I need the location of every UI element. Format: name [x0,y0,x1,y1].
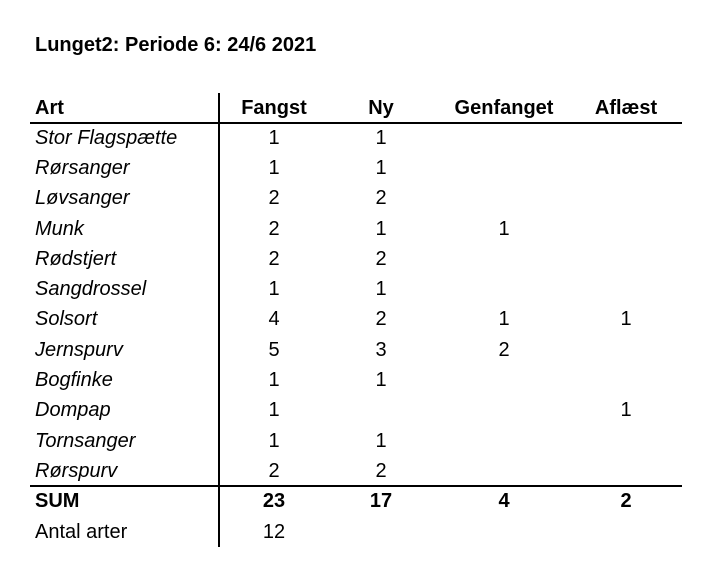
fangst-value: 5 [268,338,280,361]
aflaest-value [570,244,682,274]
genfanget-value: 2 [498,338,510,361]
table-row [30,426,682,456]
genfanget-value [440,456,568,486]
table-row [30,365,682,395]
genfanget-value: 1 [498,308,510,331]
species-name: Jernspurv [35,338,123,361]
table-row [30,184,682,214]
genfanget-value [440,153,568,183]
aflaest-value [570,123,682,153]
ny-value: 2 [375,459,387,482]
aflaest-value [570,456,682,486]
fangst-value: 1 [268,126,280,149]
page-title: Lunget2: Periode 6: 24/6 2021 [35,34,317,56]
species-name: Stor Flagspætte [35,126,178,149]
fangst-value: 1 [268,429,280,452]
table-row [30,244,682,274]
fangst-value: 2 [268,187,280,210]
ny-value: 1 [375,278,387,301]
genfanget-value [440,396,568,426]
ny-value: 3 [375,338,387,361]
sum-row [30,487,682,517]
table-row [30,123,682,153]
fangst-value: 2 [268,247,280,270]
sum-ny: 17 [369,490,393,513]
table-row [30,456,682,486]
fangst-value: 1 [268,278,280,301]
table-row [30,396,682,426]
genfanget-value [440,365,568,395]
ny-value: 1 [375,156,387,179]
species-name: Munk [35,217,84,240]
species-name: Rørsanger [35,156,130,179]
aflaest-value: 1 [620,308,632,331]
sum-aflaest: 2 [620,490,632,513]
ny-value [328,396,434,426]
species-name: Rørspurv [35,459,118,482]
table-row [30,274,682,304]
table-row [30,214,682,244]
table-row [30,305,682,335]
fangst-value: 1 [268,156,280,179]
fangst-value: 4 [268,308,280,331]
fangst-value: 2 [268,217,280,240]
species-name: Bogfinke [35,369,113,392]
aflaest-value: 1 [620,399,632,422]
ny-value: 1 [375,126,387,149]
fangst-value: 1 [268,369,280,392]
header-ny: Ny [368,96,394,119]
catch-table [30,93,682,547]
genfanget-value: 1 [498,217,510,240]
species-name: Løvsanger [35,187,130,210]
aflaest-value [570,365,682,395]
species-name: Dompap [35,399,111,422]
aflaest-value [570,184,682,214]
species-name: Tornsanger [35,429,136,452]
sum-label: SUM [35,490,80,513]
ny-value: 2 [375,308,387,331]
genfanget-value [440,184,568,214]
table-header [30,93,682,123]
aflaest-value [570,153,682,183]
ny-value: 2 [375,247,387,270]
sum-fangst: 23 [262,490,286,513]
table-body [30,123,682,487]
species-name: Rødstjert [35,247,117,270]
ny-value: 1 [375,217,387,240]
genfanget-value [440,426,568,456]
fangst-value: 1 [268,399,280,422]
genfanget-value [440,244,568,274]
ny-value: 2 [375,187,387,210]
species-name: Sangdrossel [35,278,147,301]
fangst-value: 2 [268,459,280,482]
header-art: Art [35,96,64,119]
header-fangst: Fangst [241,96,307,119]
header-genfanget: Genfanget [454,96,554,119]
antal-arter-label: Antal arter [35,520,128,543]
genfanget-value [440,123,568,153]
aflaest-value [570,274,682,304]
aflaest-value [570,335,682,365]
ny-value: 1 [375,429,387,452]
aflaest-value [570,426,682,456]
antal-arter-value: 12 [262,520,286,543]
table-row [30,335,682,365]
sum-genfanget: 4 [498,490,510,513]
aflaest-value [570,214,682,244]
table-row [30,153,682,183]
species-name: Solsort [35,308,98,331]
header-aflaest: Aflæst [594,96,658,119]
ny-value: 1 [375,369,387,392]
antal-arter-row [30,517,682,547]
genfanget-value [440,274,568,304]
